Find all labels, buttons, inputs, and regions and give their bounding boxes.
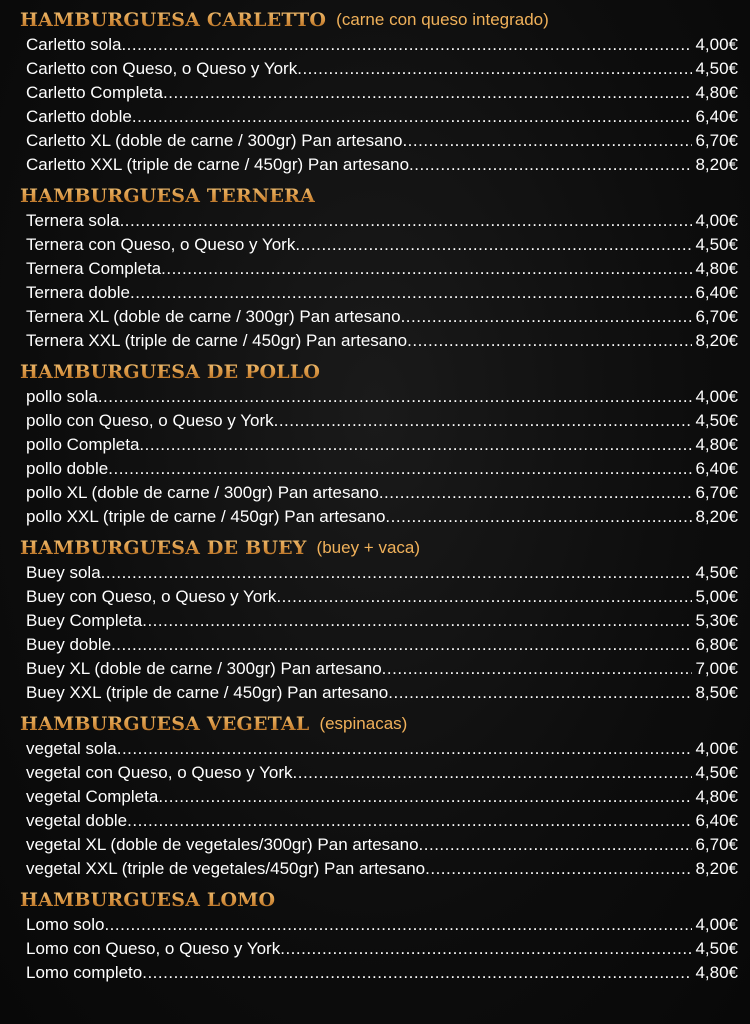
item-name: vegetal Completa: [26, 787, 159, 806]
item-name: Carletto XL (doble de carne / 300gr) Pan artesano: [26, 131, 403, 150]
item-price: 6,70€: [695, 131, 738, 150]
menu-item: [0, 961, 750, 985]
dot-leader: [379, 483, 693, 503]
dot-leader: [425, 859, 692, 879]
item-price: 4,50€: [695, 563, 738, 582]
item-price: 6,40€: [695, 811, 738, 830]
dot-leader: [142, 963, 692, 983]
menu-item: [0, 153, 750, 177]
item-name: Buey con Queso, o Queso y York: [26, 587, 277, 606]
menu-item: [0, 105, 750, 129]
menu-item: [0, 57, 750, 81]
menu: [0, 6, 750, 990]
menu-item: [0, 505, 750, 529]
item-name: Buey XL (doble de carne / 300gr) Pan artesano: [26, 659, 382, 678]
item-price: 4,00€: [695, 211, 738, 230]
item-name: Lomo con Queso, o Queso y York: [26, 939, 281, 958]
menu-item: [0, 633, 750, 657]
item-price: 8,20€: [695, 155, 738, 174]
item-price: 4,80€: [695, 259, 738, 278]
menu-item: [0, 481, 750, 505]
item-price: 4,00€: [695, 387, 738, 406]
item-price: 6,40€: [695, 459, 738, 478]
item-name: vegetal XL (doble de vegetales/300gr) Pan artesano: [26, 835, 419, 854]
item-name: Buey sola: [26, 563, 101, 582]
item-name: pollo XL (doble de carne / 300gr) Pan artesano: [26, 483, 379, 502]
item-name: Buey XXL (triple de carne / 450gr) Pan artesano: [26, 683, 389, 702]
item-price: 4,80€: [695, 787, 738, 806]
item-price: 4,00€: [695, 35, 738, 54]
dot-leader: [104, 915, 692, 935]
dot-leader: [132, 107, 693, 127]
dot-leader: [101, 563, 693, 583]
section-title: HAMBURGUESA DE BUEY: [20, 536, 307, 559]
dot-leader: [98, 387, 693, 407]
menu-item: [0, 585, 750, 609]
item-name: Buey doble: [26, 635, 112, 654]
item-name: Ternera Completa: [26, 259, 162, 278]
dot-leader: [161, 259, 692, 279]
dot-leader: [295, 235, 692, 255]
item-price: 4,80€: [695, 83, 738, 102]
section-subtitle: (buey + vaca): [316, 537, 421, 557]
dot-leader: [402, 131, 692, 151]
dot-leader: [158, 787, 692, 807]
menu-item: [0, 385, 750, 409]
menu-item: [0, 409, 750, 433]
item-name: Buey Completa: [26, 611, 143, 630]
menu-item: [0, 129, 750, 153]
menu-item: [0, 561, 750, 585]
item-name: Ternera doble: [26, 283, 130, 302]
menu-item: [0, 457, 750, 481]
item-price: 6,40€: [695, 283, 738, 302]
section-subtitle: (carne con queso integrado): [336, 9, 549, 29]
dot-leader: [407, 331, 692, 351]
section-header: [0, 534, 750, 561]
menu-item: [0, 281, 750, 305]
dot-leader: [127, 811, 692, 831]
menu-item: [0, 233, 750, 257]
menu-item: [0, 33, 750, 57]
item-name: vegetal con Queso, o Queso y York: [26, 763, 293, 782]
item-name: vegetal doble: [26, 811, 128, 830]
item-name: Carletto Completa: [26, 83, 164, 102]
menu-item: [0, 857, 750, 881]
menu-item: [0, 257, 750, 281]
menu-item: [0, 833, 750, 857]
section-subtitle: (espinacas): [319, 713, 408, 733]
section-buey: [0, 534, 750, 705]
item-price: 4,50€: [695, 763, 738, 782]
item-price: 6,70€: [695, 835, 738, 854]
item-price: 4,50€: [695, 59, 738, 78]
menu-item: [0, 681, 750, 705]
item-name: Ternera con Queso, o Queso y York: [26, 235, 296, 254]
section-title: HAMBURGUESA TERNERA: [20, 184, 316, 207]
item-price: 4,00€: [695, 915, 738, 934]
item-name: Carletto doble: [26, 107, 132, 126]
item-price: 6,80€: [695, 635, 738, 654]
item-price: 8,20€: [695, 859, 738, 878]
dot-leader: [111, 635, 692, 655]
menu-item: [0, 913, 750, 937]
item-price: 4,50€: [695, 411, 738, 430]
section-header: [0, 886, 750, 913]
item-name: pollo Completa: [26, 435, 140, 454]
dot-leader: [388, 683, 692, 703]
item-price: 4,50€: [695, 235, 738, 254]
dot-leader: [130, 283, 692, 303]
dot-leader: [409, 155, 692, 175]
item-price: 4,00€: [695, 739, 738, 758]
item-name: Ternera XXL (triple de carne / 450gr) Pan artesano: [26, 331, 408, 350]
section-carletto: [0, 6, 750, 177]
section-title: HAMBURGUESA DE POLLO: [20, 360, 321, 383]
item-name: Lomo solo: [26, 915, 105, 934]
menu-item: [0, 937, 750, 961]
item-price: 6,70€: [695, 307, 738, 326]
item-name: Carletto sola: [26, 35, 122, 54]
section-title: HAMBURGUESA CARLETTO: [20, 8, 327, 31]
menu-item: [0, 81, 750, 105]
dot-leader: [280, 939, 692, 959]
menu-item: [0, 209, 750, 233]
dot-leader: [419, 835, 693, 855]
item-price: 6,70€: [695, 483, 738, 502]
section-vegetal: [0, 710, 750, 881]
item-price: 5,30€: [695, 611, 738, 630]
menu-item: [0, 809, 750, 833]
menu-item: [0, 329, 750, 353]
menu-item: [0, 657, 750, 681]
item-name: pollo XXL (triple de carne / 450gr) Pan artesano: [26, 507, 386, 526]
dot-leader: [297, 59, 692, 79]
dot-leader: [382, 659, 693, 679]
menu-item: [0, 761, 750, 785]
menu-item: [0, 609, 750, 633]
section-pollo: [0, 358, 750, 529]
section-lomo: [0, 886, 750, 985]
item-price: 7,00€: [695, 659, 738, 678]
dot-leader: [163, 83, 692, 103]
dot-leader: [142, 611, 692, 631]
dot-leader: [293, 763, 693, 783]
item-price: 8,50€: [695, 683, 738, 702]
dot-leader: [274, 411, 693, 431]
item-name: pollo con Queso, o Queso y York: [26, 411, 274, 430]
menu-item: [0, 305, 750, 329]
item-name: Ternera sola: [26, 211, 120, 230]
dot-leader: [117, 739, 693, 759]
item-price: 4,50€: [695, 939, 738, 958]
menu-item: [0, 737, 750, 761]
item-name: vegetal sola: [26, 739, 117, 758]
item-name: Carletto con Queso, o Queso y York: [26, 59, 298, 78]
item-price: 8,20€: [695, 507, 738, 526]
section-header: [0, 182, 750, 209]
dot-leader: [276, 587, 692, 607]
item-price: 6,40€: [695, 107, 738, 126]
item-name: Ternera XL (doble de carne / 300gr) Pan artesano: [26, 307, 401, 326]
section-header: [0, 6, 750, 33]
dot-leader: [121, 35, 692, 55]
dot-leader: [108, 459, 692, 479]
dot-leader: [139, 435, 692, 455]
menu-item: [0, 785, 750, 809]
section-header: [0, 358, 750, 385]
section-title: HAMBURGUESA VEGETAL: [20, 712, 310, 735]
item-name: pollo sola: [26, 387, 98, 406]
dot-leader: [385, 507, 692, 527]
section-ternera: [0, 182, 750, 353]
item-name: Lomo completo: [26, 963, 143, 982]
section-title: HAMBURGUESA LOMO: [20, 888, 276, 911]
item-name: pollo doble: [26, 459, 109, 478]
section-header: [0, 710, 750, 737]
item-name: Carletto XXL (triple de carne / 450gr) Pan artesano: [26, 155, 410, 174]
item-price: 4,80€: [695, 963, 738, 982]
dot-leader: [120, 211, 693, 231]
item-price: 4,80€: [695, 435, 738, 454]
item-name: vegetal XXL (triple de vegetales/450gr) Pan artesano: [26, 859, 426, 878]
item-price: 5,00€: [695, 587, 738, 606]
item-price: 8,20€: [695, 331, 738, 350]
dot-leader: [401, 307, 693, 327]
menu-item: [0, 433, 750, 457]
